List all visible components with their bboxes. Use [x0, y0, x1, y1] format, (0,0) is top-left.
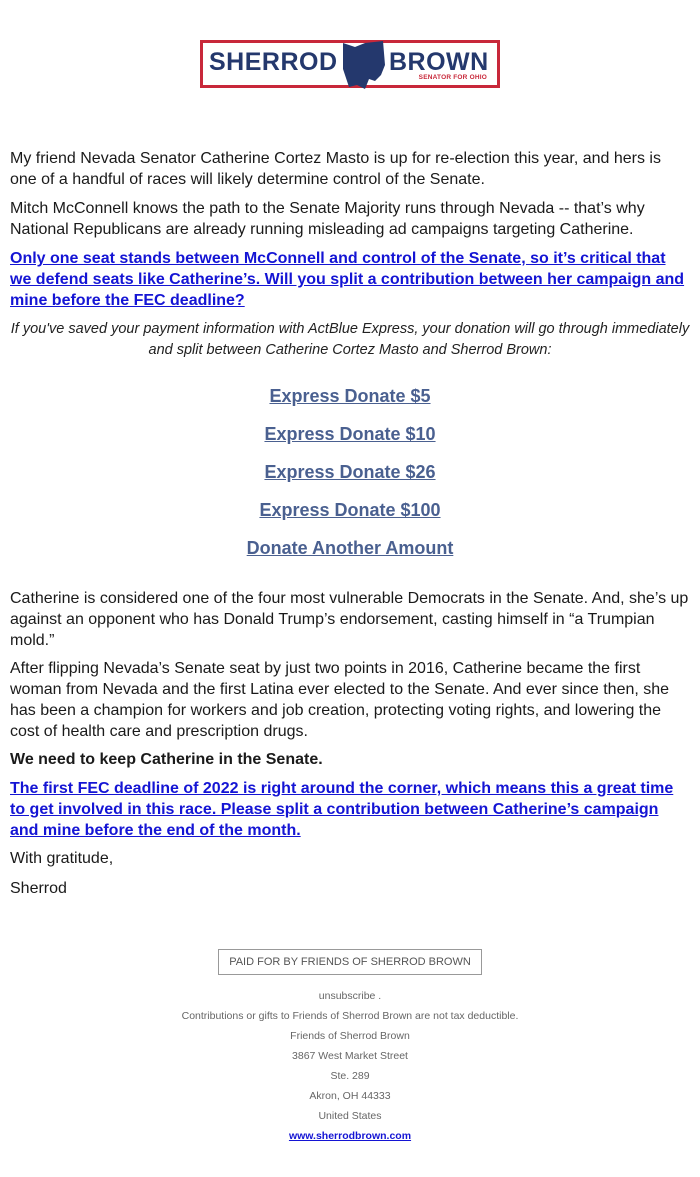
sherrod-brown-logo	[200, 40, 500, 88]
bold-statement-wrap	[10, 749, 690, 770]
closing-text: With gratitude,	[10, 850, 114, 867]
footer-suite: Ste. 289	[330, 1070, 370, 1082]
cta-link-split-contribution[interactable]: Only one seat stands between McConnell and control of the Senate, so it’s critical that we defend seats like Catherine’s. Will you split a contribution between her campaign and mine before the FEC deadline?	[10, 250, 685, 309]
logo-first-name: SHERROD	[209, 48, 338, 76]
donate-row-other	[0, 538, 700, 559]
donate-row-26	[0, 462, 700, 483]
website-link[interactable]: www.sherrodbrown.com	[288, 1130, 412, 1142]
header-logo-area	[0, 40, 700, 88]
body-paragraph-4: After flipping Nevada’s Senate seat by just two points in 2016, Catherine became the first woman from Nevada and the first Latina ever elected to the Senate. And ever since then, she has been a champion for workers and job creation, protecting voting rights, and lowering the cost of health care and prescription drugs.	[10, 660, 670, 740]
express-donate-100-link[interactable]: Express Donate $100	[259, 500, 441, 520]
signature-text: Sherrod	[10, 880, 67, 897]
body-paragraph-2: Mitch McConnell knows the path to the Senate Majority runs through Nevada -- that’s why National Republicans are already running misleading ad campaigns targeting Catherine.	[10, 200, 645, 238]
unsubscribe-link[interactable]: unsubscribe .	[318, 990, 382, 1002]
paid-for-disclaimer: PAID FOR BY FRIENDS OF SHERROD BROWN	[218, 949, 482, 975]
tax-note: Contributions or gifts to Friends of Sherrod Brown are not tax deductible.	[181, 1010, 519, 1022]
logo-subtitle: SENATOR FOR OHIO	[418, 74, 487, 81]
express-donate-26-link[interactable]: Express Donate $26	[264, 462, 436, 482]
cta-link-2-wrap	[10, 778, 690, 841]
footer-street: 3867 West Market Street	[292, 1050, 408, 1062]
closing-wrap	[10, 848, 690, 869]
body-paragraph-1: My friend Nevada Senator Catherine Cortez Masto is up for re-election this year, and hers is one of a handful of races will likely determine control of the Senate.	[10, 150, 661, 188]
footer-website-line	[0, 1130, 700, 1142]
bold-statement: We need to keep Catherine in the Senate.	[10, 751, 323, 768]
footer-org: Friends of Sherrod Brown	[290, 1030, 410, 1042]
donate-row-100	[0, 500, 700, 521]
signature-wrap	[10, 878, 690, 899]
footer-country: United States	[318, 1110, 382, 1122]
footer-city: Akron, OH 44333	[309, 1090, 391, 1102]
express-donate-10-link[interactable]: Express Donate $10	[264, 424, 436, 444]
donate-row-10	[0, 424, 700, 445]
ohio-state-icon	[339, 39, 387, 91]
body-paragraph-3: Catherine is considered one of the four most vulnerable Democrats in the Senate. And, she’s up against an opponent who has Donald Trump’s endorsement, casting himself in “a Trumpian mold.”	[10, 590, 689, 649]
cta-link-1-wrap	[10, 248, 690, 311]
express-donate-5-link[interactable]: Express Donate $5	[269, 386, 431, 406]
donate-row-5	[0, 386, 700, 407]
actblue-express-note: If you've saved your payment information with ActBlue Express, your donation will go through immediately and split between Catherine Cortez Masto and Sherrod Brown:	[10, 321, 690, 358]
cta-link-fec-deadline[interactable]: The first FEC deadline of 2022 is right around the corner, which means this a great time to get involved in this race. Please split a contribution between Catherine’s campaign and mine before the end of the month.	[10, 780, 674, 839]
logo-last-name: BROWN	[389, 48, 489, 76]
donate-another-amount-link[interactable]: Donate Another Amount	[246, 538, 454, 558]
unsubscribe-line	[0, 990, 700, 1002]
